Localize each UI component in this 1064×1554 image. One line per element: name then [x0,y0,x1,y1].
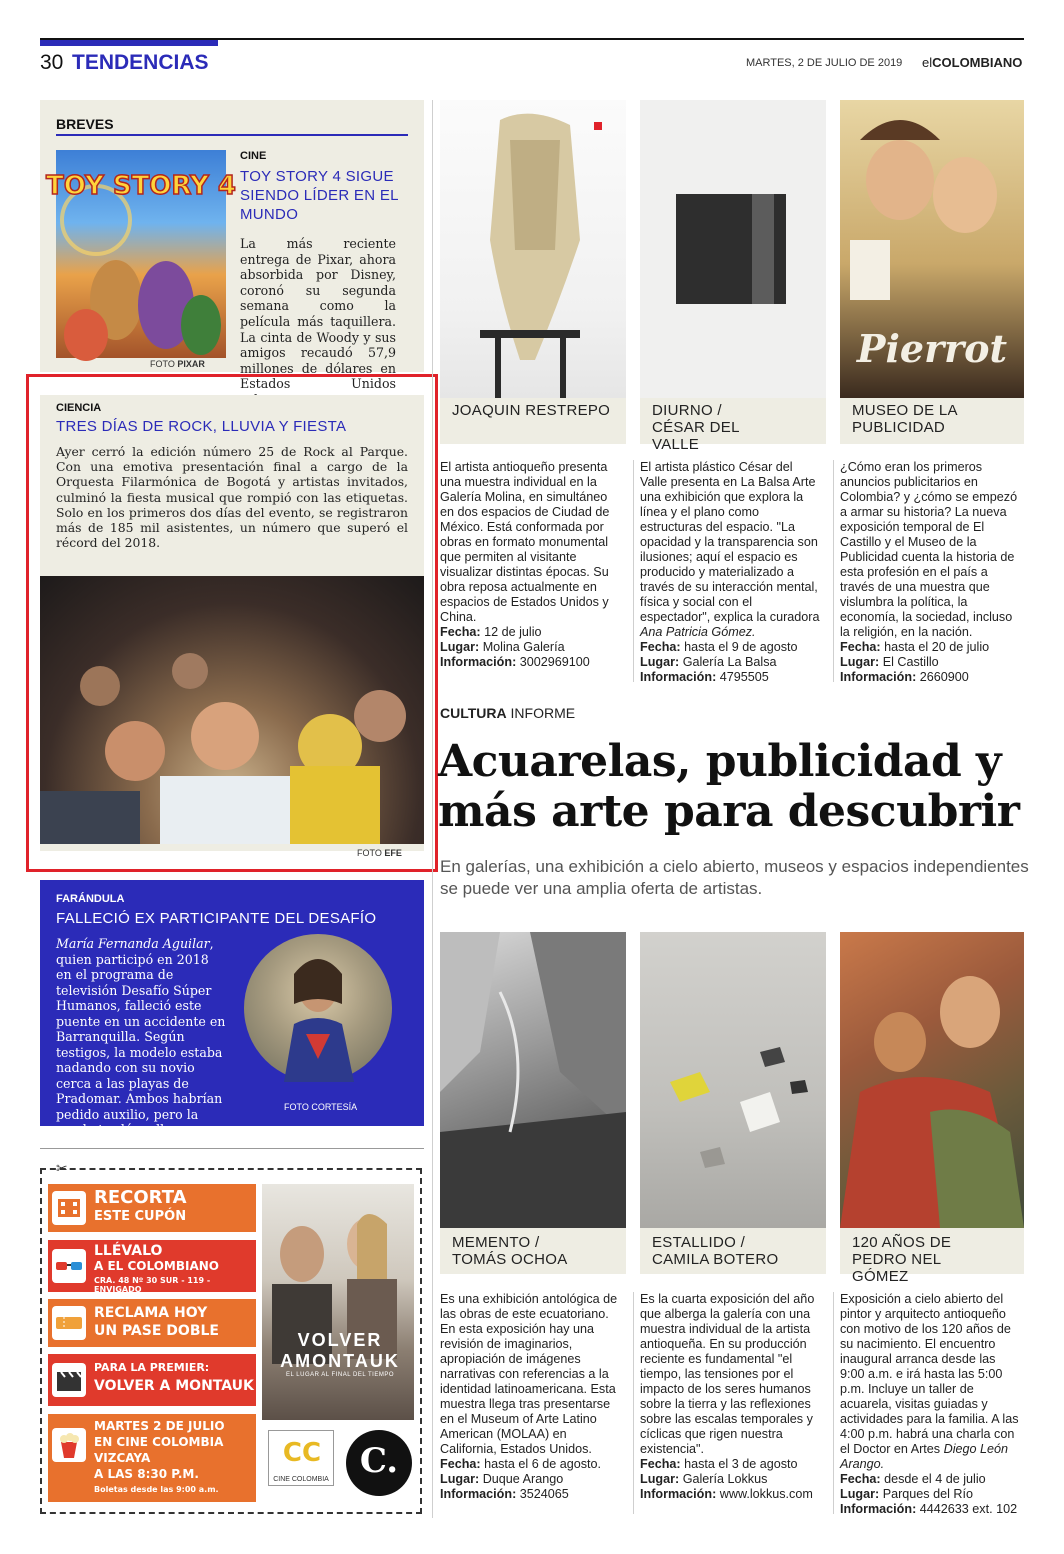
info-label: Información: [640,1487,717,1501]
lugar-label: Lugar: [840,655,880,669]
cine-body: La más reciente entrega de Pixar, ahora absorbida por Disney, coronó su segunda semana como la película más taquillera. La cinta de Woody y sus amigos recaudó 57,9 millones de dólares en Estados Unidos [240,236,396,392]
toy-story-poster [46,150,236,358]
art-body: Es la cuarta exposición del año que alberga la galería con una muestra individual de la artista antioqueña. En su producción reciente es fundamental "el tiempo, las tensiones por el impacto de los seres humanos sobre la tierra y las reflexiones sobre las escalas temporales y cíclicas que rigen nuestra existencia". [640,1292,815,1456]
info-label: Información: [440,655,517,669]
informe-kicker [440,705,575,721]
art-body [640,460,822,640]
coupon-line1a: RECORTA [94,1187,187,1208]
fecha-value: hasta el 3 de agosto [684,1457,798,1471]
art-text-diurno [640,460,822,685]
art-body-italic: Diego León Arango. [840,1442,1009,1471]
lugar-value: El Castillo [882,655,939,669]
coupon-line5c: VIZCAYA [94,1451,151,1465]
memento-artwork [440,932,626,1228]
coupon-line4b: VOLVER A MONTAUK [94,1378,254,1394]
informe-kicker-bold: CULTURA [440,705,507,721]
svg-text:CC: CC [282,1438,322,1468]
clapperboard-icon [52,1363,86,1397]
diurno-art [640,100,826,398]
lugar-label: Lugar: [640,1472,680,1486]
art-label-diurno: DIURNO / CÉSAR DEL VALLE [652,402,740,453]
art-text-estallido [640,1292,822,1502]
info-value: 4795505 [719,670,769,684]
painting-art [840,932,1024,1228]
red-marker [594,122,602,130]
coupon-strip-premier [48,1354,256,1406]
fecha-value: hasta el 20 de julio [884,640,990,654]
art-body: Es una exhibición antológica de las obras de este ecuatoriano. En esta exposición hay una revisión de imaginarios, apropiación de imágenes narrativas con referencias a la identidad latinoamericana. Esta muestra llega tras presentarse en el Museum of Arte Latino American (MOLAA) en California, Estados Unidos. [440,1292,618,1456]
scissors-icon: ✂ [56,1160,68,1176]
portrait-art [244,934,392,1082]
3d-glasses-icon [52,1249,86,1283]
issue-date: MARTES, 2 DE JULIO DE 2019 [746,57,903,69]
rock-credit-name: EFE [384,848,402,858]
toy-credit-label: FOTO [150,359,175,369]
poster-title-b: AMONTAUK [280,1351,400,1371]
museo-publicidad-poster [840,100,1024,398]
cine-colombia-mark [269,1431,335,1471]
fecha-value: hasta el 6 de agosto. [484,1457,602,1471]
coupon-line2c: CRA. 48 Nº 30 SUR - 119 - ENVIGADO [94,1276,211,1294]
coupon-line5b: EN CINE COLOMBIA [94,1435,224,1449]
art-body: El artista antioqueño presenta una muestra individual en la Galería Molina, en simultáneo en dos espacios de Ciudad de México. Está conformada por obras en formato monumental que permiten al visitante visualizar distintas épocas. Su obra reposa actualmente en espacios de Estados Unidos y China. [440,460,610,624]
fecha-label: Fecha: [840,640,881,654]
c-logo-letter: C. [359,1441,399,1481]
header-accent-bar [40,40,218,46]
coupon-line5a: MARTES 2 DE JULIO [94,1419,225,1433]
coupon-separator [40,1148,424,1149]
art-body: ¿Cómo eran los primeros anuncios publicitarios en Colombia? y ¿cómo se empezó a armar su historia? La nueva exposición temporal de El Castillo y el Museo de la Publicidad cuenta la historia de esta profesión en el país a través de una muestra que vislumbra la política, la economía, la sociedad, incluso la religión, en la nación. [840,460,1018,639]
lugar-label: Lugar: [640,655,680,669]
info-label: Información: [640,670,717,684]
fecha-label: Fecha: [640,640,681,654]
art-body-text: Exposición a cielo abierto del pintor y arquitecto antioqueño con motivo de los 120 años de su nacimiento. El encuentro inaugural arranca desde las 9:00 a.m. e irá hasta las 5:00 p.m. Incluye un taller de acuarela, visitas guiadas y actividades para la familia. A las 4:00 p.m. habrá una charla con el Doctor en Artes [840,1292,1019,1456]
pierrot-poster-art [840,100,1024,398]
cine-kicker: CINE [240,150,267,162]
ticket-icon [52,1306,86,1340]
toy-story-logo-text: TOY STORY 4 [46,171,236,201]
lugar-value: Duque Arango [482,1472,564,1486]
coupon-line1b: ESTE CUPÓN [94,1209,187,1224]
art-label-memento: MEMENTO / TOMÁS OCHOA [452,1234,568,1268]
lugar-value: Galería La Balsa [682,655,777,669]
farandula-body [56,936,228,1138]
coupon-line5d: A LAS 8:30 P.M. [94,1467,199,1481]
pedro-nel-gomez-painting [840,932,1024,1228]
lugar-label: Lugar: [840,1487,880,1501]
informe-deck: En galerías, una exhibición a cielo abierto, museos y espacios independientes se puede ver una amplia oferta de artistas. [440,857,1029,898]
poster-subtitle: EL LUGAR AL FINAL DEL TIEMPO [285,1372,395,1378]
art-body-italic: Ana Patricia Gómez. [640,625,756,639]
ciencia-kicker: CIENCIA [56,402,102,414]
informe-headline: Acuarelas, publicidad y más arte para descubrir [438,736,1020,837]
info-value: 3002969100 [519,655,590,669]
informe-kicker-text: INFORME [510,705,576,721]
farandula-text: , quien participó en 2018 en el programa de televisión Desafío Súper Humanos, falleció este puente en un accidente en Barranquilla. Según testigos, la modelo estaba nadando con su novio cerca a las playas de Pradomar. Ambos habrían pedido auxilio, pero la ayuda tardó en llegar. [56,936,226,1137]
lugar-value: Galería Lokkus [682,1472,768,1486]
movie-poster-art [262,1184,414,1420]
art-label-joaquin-restrepo: JOAQUIN RESTREPO [452,402,611,419]
ciencia-body: Ayer cerró la edición número 25 de Rock al Parque. Con una emotiva presentación final a cargo de la Orquesta Filarmónica de Bogotá y artistas invitados, culminó la fiesta musical que rompió con las etiquetas. Solo en los primeros dos días del evento, se registraron más de 185 mil asistentes, un número que superó el récord del 2018. [56,444,408,551]
diurno-artwork [640,100,826,398]
joaquin-restrepo-sculpture [440,100,626,398]
fecha-label: Fecha: [440,1457,481,1471]
cine-colombia-logo [268,1430,334,1486]
lugar-value: Parques del Río [882,1487,973,1501]
section-title: TENDENCIAS [72,51,209,74]
coupon-strip-fecha [48,1414,256,1502]
film-icon [52,1191,86,1225]
highlight-frame [26,374,438,872]
rock-credit-label: FOTO [357,848,382,858]
farandula-name: María Fernanda Aguilar [56,936,210,951]
logo-main: COLOMBIANO [932,55,1023,70]
lugar-label: Lugar: [440,640,480,654]
coupon-strip-llevalo [48,1240,256,1292]
breves-rule [56,134,408,136]
fecha-label: Fecha: [840,1472,881,1486]
art-label-estallido: ESTALLIDO / CAMILA BOTERO [652,1234,779,1268]
toy-story-art [46,150,236,358]
coupon-line2a: LLÉVALO [94,1243,163,1259]
art-text-memento [440,1292,622,1502]
farandula-photo-credit: FOTO CORTESÍA [284,1102,358,1112]
toy-credit-name: PIXAR [177,359,205,369]
el-colombiano-c-logo [346,1430,412,1496]
info-value: 3524065 [519,1487,569,1501]
art-label-pedro-nel-gomez: 120 AÑOS DE PEDRO NEL GÓMEZ [852,1234,952,1285]
coupon-line3a: RECLAMA HOY [94,1305,208,1321]
lugar-label: Lugar: [440,1472,480,1486]
coupon-line5e: Boletas desde las 9:00 a.m. [94,1485,219,1494]
toy-photo-credit [150,359,205,369]
info-value: 2660900 [919,670,969,684]
fecha-value: desde el 4 de julio [884,1472,986,1486]
fecha-label: Fecha: [440,625,481,639]
column-divider [633,460,634,682]
info-label: Información: [840,1502,917,1516]
column-divider [432,100,433,1518]
cine-headline: TOY STORY 4 SIGUE SIENDO LÍDER EN EL MUNDO [240,168,399,223]
estallido-artwork [640,932,826,1228]
coupon-line2b: A EL COLOMBIANO [94,1259,219,1273]
column-divider [633,1292,634,1514]
info-value: www.lokkus.com [719,1487,813,1501]
art-body [840,1292,1022,1472]
lugar-value: Molina Galería [482,640,565,654]
cine-colombia-text: CINE COLOMBIA [273,1476,329,1483]
coupon-strip-recorta [48,1184,256,1232]
popcorn-icon [52,1428,86,1462]
art-body-text: El artista plástico César del Valle presenta en La Balsa Arte una exhibición que explora la línea y el plano como estructuras del espacio. "La opacidad y la transparencia son ilusiones; aquí el espacio es producido y materializado a través de su interacción mental, física y social con el espectador", explica la curadora [640,460,820,624]
page-number: 30 [40,51,64,74]
volver-a-montauk-poster [262,1184,414,1420]
fecha-label: Fecha: [640,1457,681,1471]
coupon-strip-reclama [48,1299,256,1347]
art-text-joaquin-restrepo [440,460,622,670]
estallido-art [640,932,826,1228]
farandula-kicker: FARÁNDULA [56,893,125,905]
logo-prefix: el [922,55,933,70]
fecha-value: 12 de julio [484,625,542,639]
art-label-museo-publicidad: MUSEO DE LA PUBLICIDAD [852,402,957,436]
info-label: Información: [840,670,917,684]
poster-title-a: VOLVER [297,1330,383,1350]
fecha-value: hasta el 9 de agosto [684,640,798,654]
column-divider [833,1292,834,1514]
info-label: Información: [440,1487,517,1501]
farandula-portrait [244,934,392,1082]
newspaper-logo [922,55,1022,70]
coupon-line4a: PARA LA PREMIER: [94,1361,210,1374]
memento-art [440,932,626,1228]
info-value: 4442633 ext. 102 [919,1502,1018,1516]
breves-title: BREVES [56,116,114,132]
art-text-museo-publicidad [840,460,1022,685]
column-divider [833,460,834,682]
art-text-pedro-nel-gomez [840,1292,1022,1517]
pierrot-wordmark: Pierrot [856,326,1008,371]
coupon-line3b: UN PASE DOBLE [94,1323,219,1339]
farandula-headline: FALLECIÓ EX PARTICIPANTE DEL DESAFÍO [56,910,377,927]
ciencia-headline: TRES DÍAS DE ROCK, LLUVIA Y FIESTA [56,418,347,435]
poster-title [270,1330,410,1378]
sculpture-art [440,100,626,398]
